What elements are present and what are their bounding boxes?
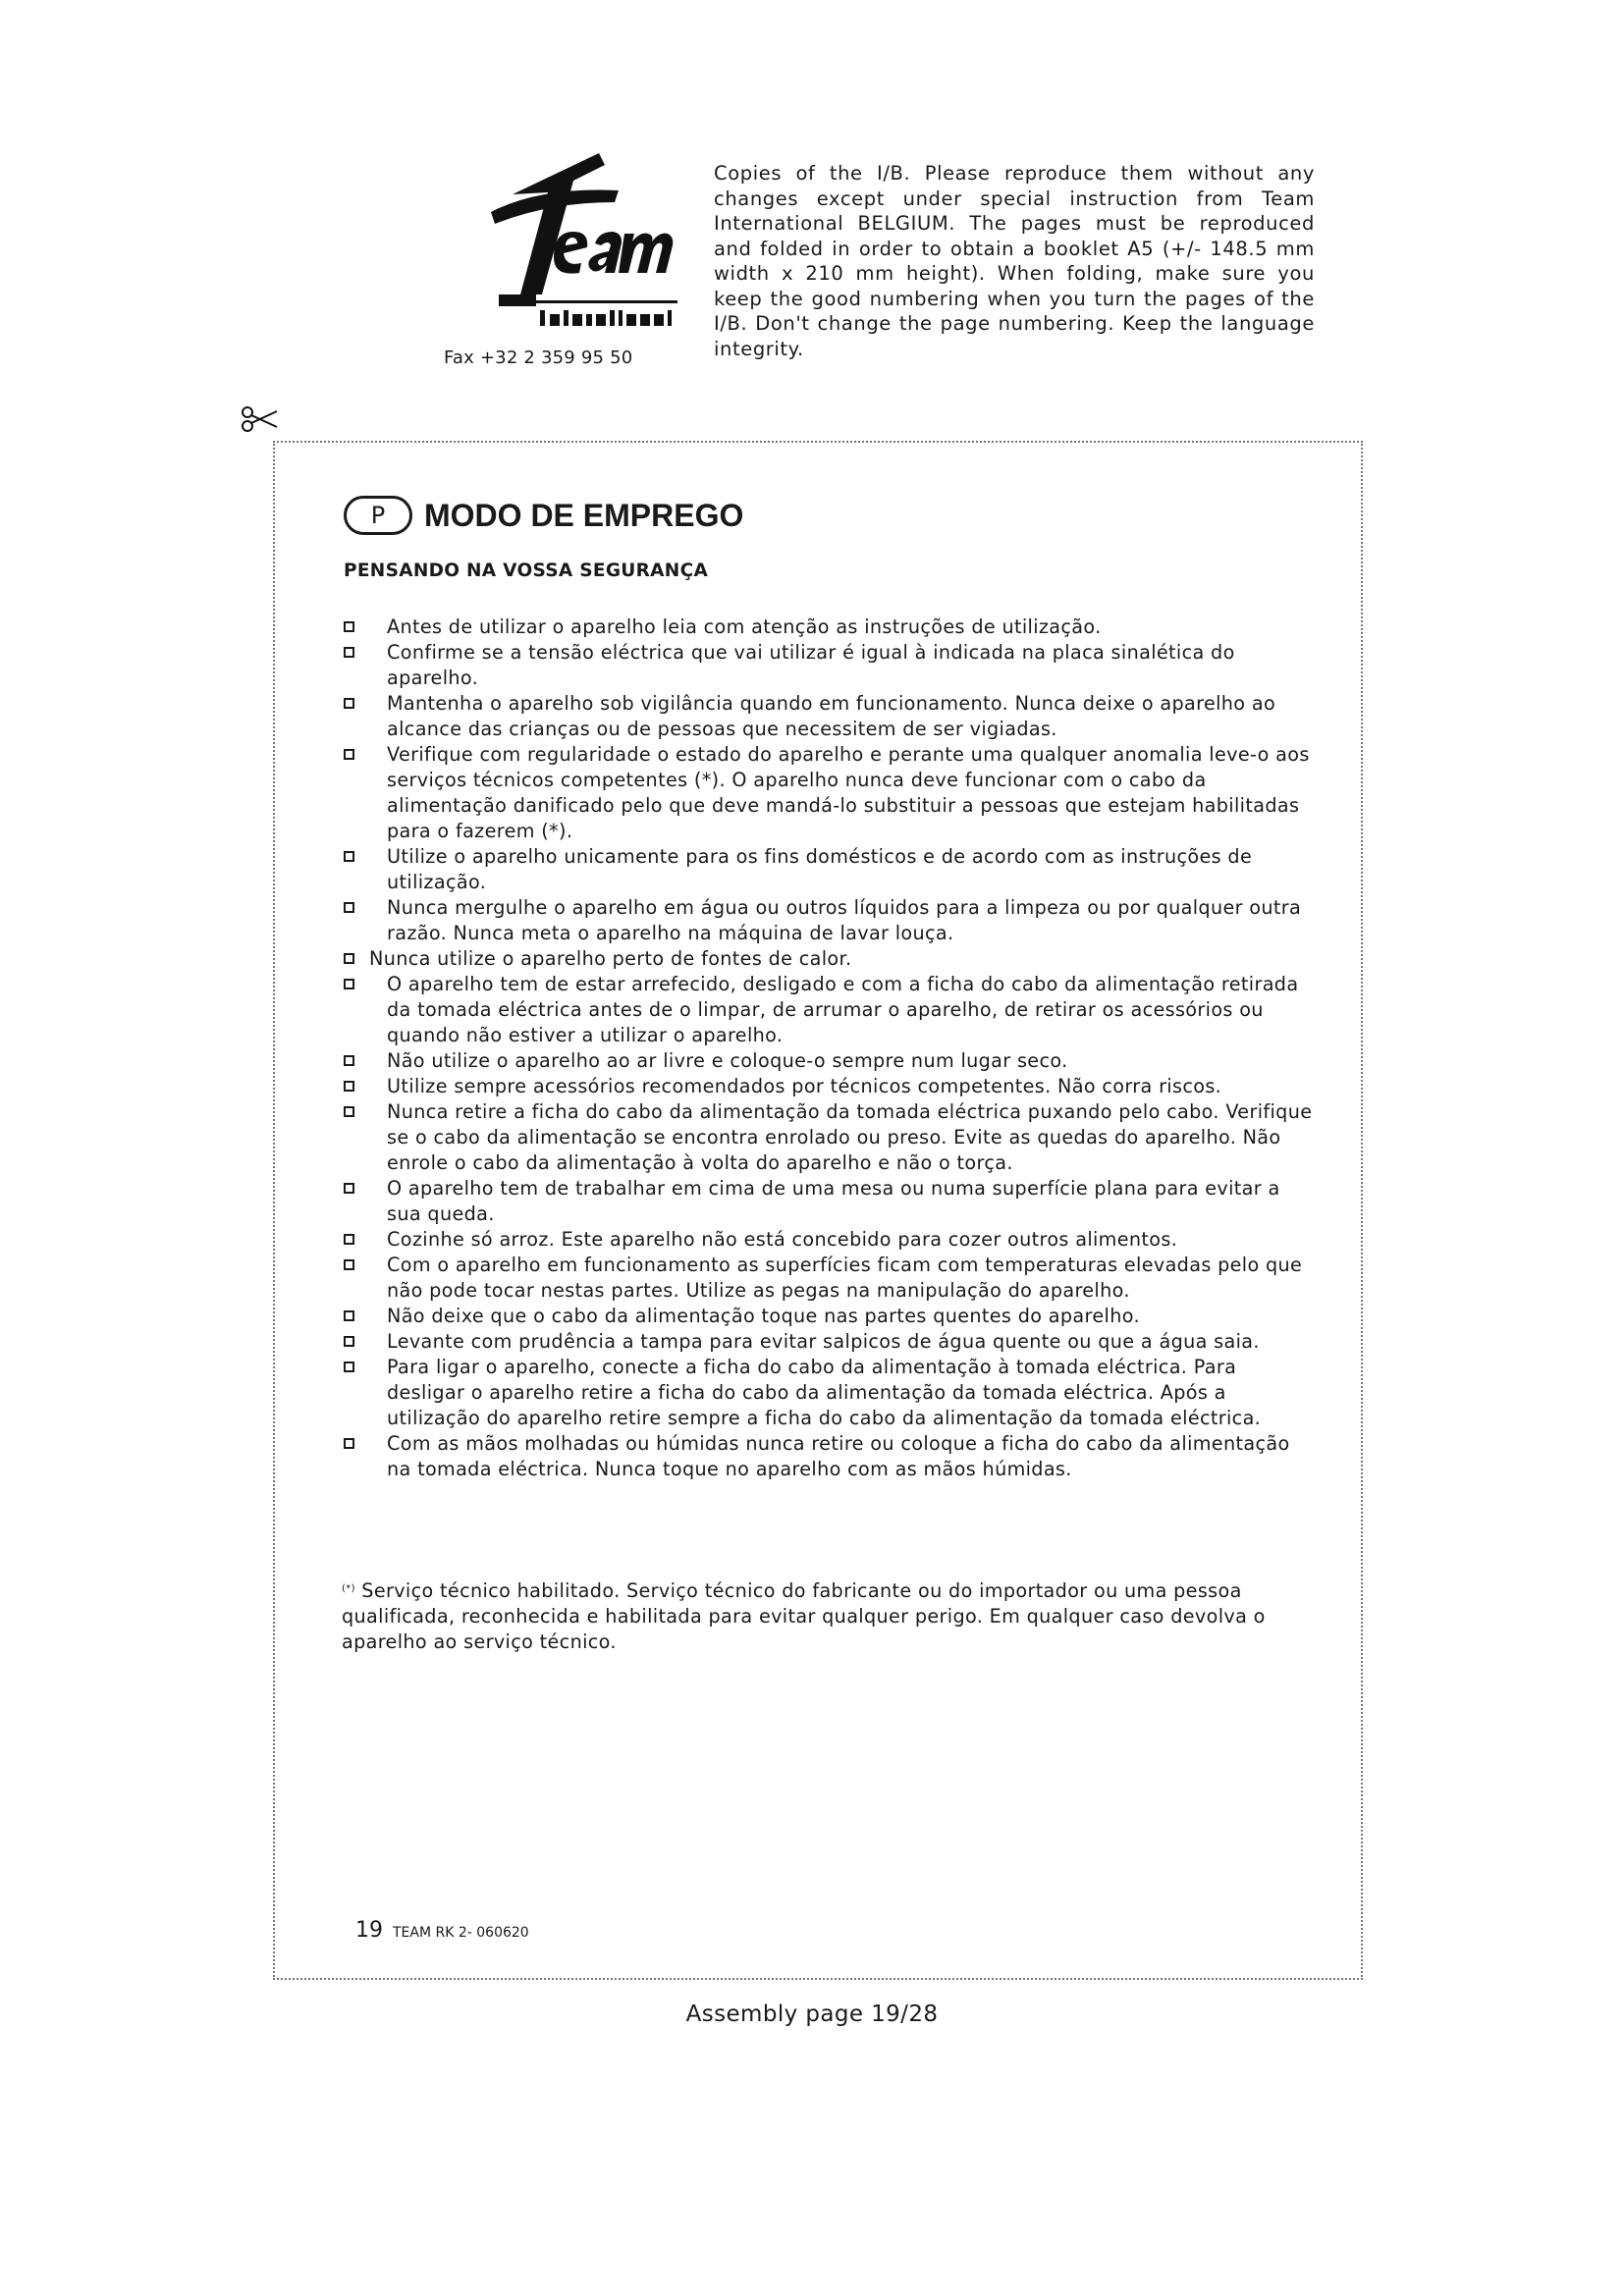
checkbox-square-icon — [344, 621, 354, 632]
checkbox-square-icon — [344, 1336, 354, 1347]
checkbox-square-icon — [344, 1438, 354, 1449]
checkbox-square-icon — [344, 979, 354, 989]
checkbox-square-icon — [344, 698, 354, 709]
list-item: O aparelho tem de estar arrefecido, desligado e com a ficha do cabo da alimentação retirada da tomada eléctrica antes de o limpar, de arrumar o aparelho, de retirar os acessórios ou quando não estiver a utilizar o aparelho. — [342, 972, 1314, 1048]
checkbox-square-icon — [344, 749, 354, 760]
section-title: PENSANDO NA VOSSA SEGURANÇA — [344, 561, 709, 581]
checkbox-square-icon — [344, 1106, 354, 1117]
checkbox-square-icon — [344, 647, 354, 658]
checkbox-square-icon — [344, 1259, 354, 1270]
list-item: O aparelho tem de trabalhar em cima de uma mesa ou numa superfície plana para evitar a sua queda. — [342, 1176, 1314, 1227]
copies-instruction-note: Copies of the I/B. Please reproduce them without any changes except under special instruction from Team International BELGIUM. The pages must be reproduced and folded in order to obtain a booklet A5 (+/- 148.5 mm width x 210 mm height). When folding, make sure you keep the good numbering when you turn the pages of the I/B. Don't change the page numbering. Keep the language integrity. — [714, 162, 1315, 360]
page-footer — [355, 1918, 529, 1943]
assembly-page-label: Assembly page 19/28 — [685, 2002, 939, 2027]
list-item: Mantenha o aparelho sob vigilância quando em funcionamento. Nunca deixe o aparelho ao alcance das crianças ou de pessoas que necessitem de ser vigiadas. — [342, 691, 1314, 742]
checkbox-square-icon — [344, 953, 354, 964]
checkbox-square-icon — [344, 1183, 354, 1194]
checkbox-square-icon — [344, 1081, 354, 1092]
checkbox-square-icon — [344, 1055, 354, 1066]
list-item: Levante com prudência a tampa para evitar salpicos de água quente ou que a água saia. — [342, 1329, 1314, 1355]
list-item: Não deixe que o cabo da alimentação toque nas partes quentes do aparelho. — [342, 1304, 1314, 1329]
scissors-icon — [240, 405, 279, 433]
list-item: Nunca retire a ficha do cabo da alimentação da tomada eléctrica puxando pelo cabo. Verifique se o cabo da alimentação se encontra enrolado ou preso. Evite as quedas do aparelho. Não enrole o cabo da alimentação à volta do aparelho e não o torça. — [342, 1099, 1314, 1176]
page-number: 19 — [355, 1918, 383, 1943]
fax-number: Fax +32 2 359 95 50 — [444, 347, 633, 368]
language-badge: P — [344, 496, 412, 535]
list-item: Verifique com regularidade o estado do aparelho e perante uma qualquer anomalia leve-o aos serviços técnicos competentes (*). O aparelho nunca deve funcionar com o cabo da alimentação danificado pelo que deve mandá-lo substituir a pessoas que estejam habilitadas para o fazerem (*). — [342, 742, 1314, 844]
list-item: Com as mãos molhadas ou húmidas nunca retire ou coloque a ficha do cabo da alimentação na tomada eléctrica. Nunca toque no aparelho com as mãos húmidas. — [342, 1431, 1314, 1482]
list-item: Utilize o aparelho unicamente para os fins domésticos e de acordo com as instruções de utilização. — [342, 844, 1314, 895]
model-code: TEAM RK 2- 060620 — [393, 1925, 529, 1941]
list-item: Utilize sempre acessórios recomendados por técnicos competentes. Não corra riscos. — [342, 1074, 1314, 1099]
list-item: Antes de utilizar o aparelho leia com atenção as instruções de utilização. — [342, 614, 1314, 640]
checkbox-square-icon — [344, 851, 354, 862]
footnote — [342, 1576, 1298, 1655]
checkbox-square-icon — [344, 1234, 354, 1245]
list-item: Não utilize o aparelho ao ar livre e coloque-o sempre num lugar seco. — [342, 1048, 1314, 1074]
list-item: Nunca utilize o aparelho perto de fontes de calor. — [342, 946, 1314, 972]
list-item: Confirme se a tensão eléctrica que vai utilizar é igual à indicada na placa sinalética do aparelho. — [342, 640, 1314, 691]
checkbox-square-icon — [344, 902, 354, 913]
checkbox-square-icon — [344, 1362, 354, 1372]
team-international-logo — [452, 147, 677, 334]
document-title: MODO DE EMPREGO — [424, 498, 744, 533]
footnote-marker: (*) — [342, 1583, 355, 1594]
footnote-text: Serviço técnico habilitado. Serviço técnico do fabricante ou do importador ou uma pessoa qualificada, reconhecida e habilitada para evitar qualquer perigo. Em qualquer caso devolva o aparelho ao serviço técnico. — [342, 1579, 1266, 1653]
safety-instructions-list — [342, 614, 1314, 1482]
list-item: Para ligar o aparelho, conecte a ficha do cabo da alimentação à tomada eléctrica. Para desligar o aparelho retire a ficha do cabo da alimentação da tomada eléctrica. Após a utilização do aparelho retire sempre a ficha do cabo da alimentação da tomada eléctrica. — [342, 1355, 1314, 1431]
list-item: Cozinhe só arroz. Este aparelho não está concebido para cozer outros alimentos. — [342, 1227, 1314, 1253]
checkbox-square-icon — [344, 1310, 354, 1321]
list-item: Com o aparelho em funcionamento as superfícies ficam com temperaturas elevadas pelo que não pode tocar nestas partes. Utilize as pegas na manipulação do aparelho. — [342, 1253, 1314, 1304]
list-item: Nunca mergulhe o aparelho em água ou outros líquidos para a limpeza ou por qualquer outra razão. Nunca meta o aparelho na máquina de lavar louça. — [342, 895, 1314, 946]
